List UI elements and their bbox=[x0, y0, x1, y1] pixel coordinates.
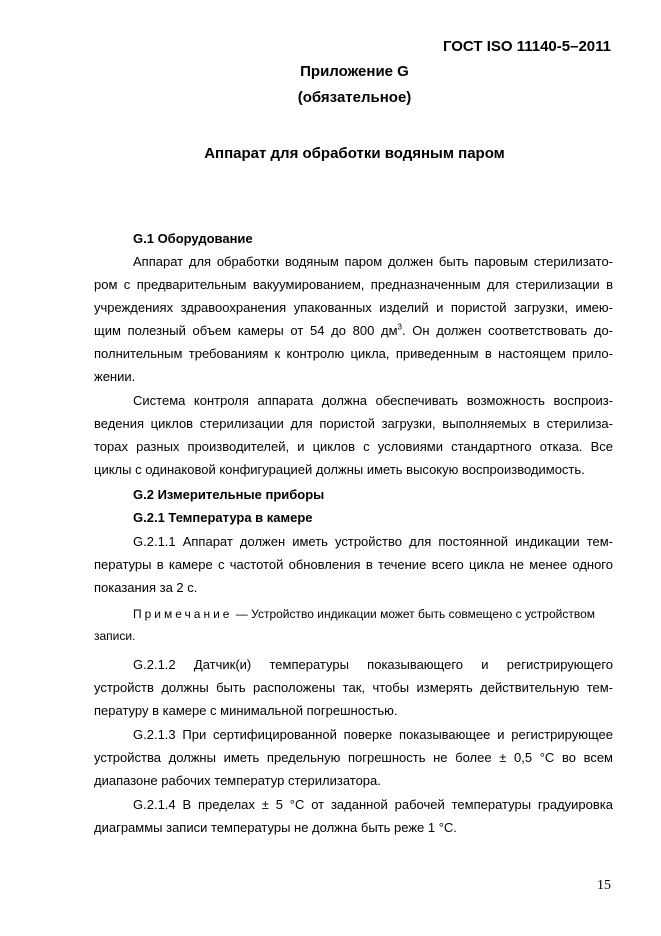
superscript-cube: 3 bbox=[397, 322, 402, 332]
paragraph-line: устройства должны иметь предельную погрешность не более ± 0,5 °С во всем bbox=[94, 750, 613, 765]
paragraph-line: ведения циклов стерилизации для пористой загрузки, выполняемых в стерилиза- bbox=[94, 416, 613, 431]
paragraph-line: G.2.1.4 В пределах ± 5 °С от заданной рабочей температуры градуировка bbox=[133, 797, 613, 812]
section-heading-g2: G.2 Измерительные приборы bbox=[133, 487, 325, 502]
paragraph-line: щим полезный объем камеры от 54 до 800 $дм^3$. Он должен соответствовать до- bbox=[94, 322, 613, 338]
note-label: Примечание bbox=[133, 607, 233, 621]
page-number: 15 bbox=[597, 878, 611, 893]
section-heading-g1: G.1 Оборудование bbox=[133, 231, 253, 246]
appendix-subject-title: Аппарат для обработки водяным паром bbox=[204, 145, 505, 162]
paragraph-line: пературу в камере с минимальной погрешностью. bbox=[94, 703, 398, 718]
paragraph-line: циклы с одинаковой конфигурацией должны иметь высокую воспроизводимость. bbox=[94, 462, 585, 477]
paragraph-line: устройств должны быть расположены так, чтобы измерять действительную тем- bbox=[94, 680, 613, 695]
paragraph-line: G.2.1.3 При сертифицированной поверке показывающее и регистрирующее bbox=[133, 727, 613, 742]
paragraph-line: Аппарат для обработки водяным паром должен быть паровым стерилизато- bbox=[133, 254, 613, 269]
paragraph-line: G.2.1.1 Аппарат должен иметь устройство для постоянной индикации тем- bbox=[133, 534, 613, 549]
paragraph-line: жении. bbox=[94, 369, 136, 384]
subsection-heading-g21: G.2.1 Температура в камере bbox=[133, 510, 313, 525]
appendix-status: (обязательное) bbox=[297, 89, 412, 106]
paragraph-line: показания за 2 с. bbox=[94, 580, 198, 595]
paragraph-line: торах разных производителей, и циклов с условиями стандартного отказа. Все bbox=[94, 439, 613, 454]
paragraph-line: пературы в камере с частотой обновления в течение всего цикла не менее одного bbox=[94, 557, 613, 572]
paragraph-line: G.2.1.2 Датчик(и) температуры показывающего и регистрирующего bbox=[133, 657, 613, 672]
paragraph-line: учреждениях здравоохранения упакованных изделий и пористой загрузки, имею- bbox=[94, 300, 613, 315]
note-line: записи. bbox=[94, 629, 136, 643]
paragraph-line: полнительным требованиям к контролю цикла, приведенным в настоящем прило- bbox=[94, 346, 613, 361]
appendix-title: Приложение G bbox=[300, 63, 409, 80]
paragraph-line: Система контроля аппарата должна обеспечивать возможность воспроиз- bbox=[133, 393, 613, 408]
standard-designation: ГОСТ ISO 11140-5–2011 bbox=[442, 38, 611, 55]
note-line: Примечание — Устройство индикации может быть совмещено с устройством bbox=[133, 607, 596, 621]
paragraph-line: ром с предварительным вакуумированием, предназначенным для стерилизации в bbox=[94, 277, 613, 292]
paragraph-line: диаграммы записи температуры не должна быть реже 1 °С. bbox=[94, 820, 457, 835]
paragraph-line: диапазоне рабочих температур стерилизатора. bbox=[94, 773, 381, 788]
